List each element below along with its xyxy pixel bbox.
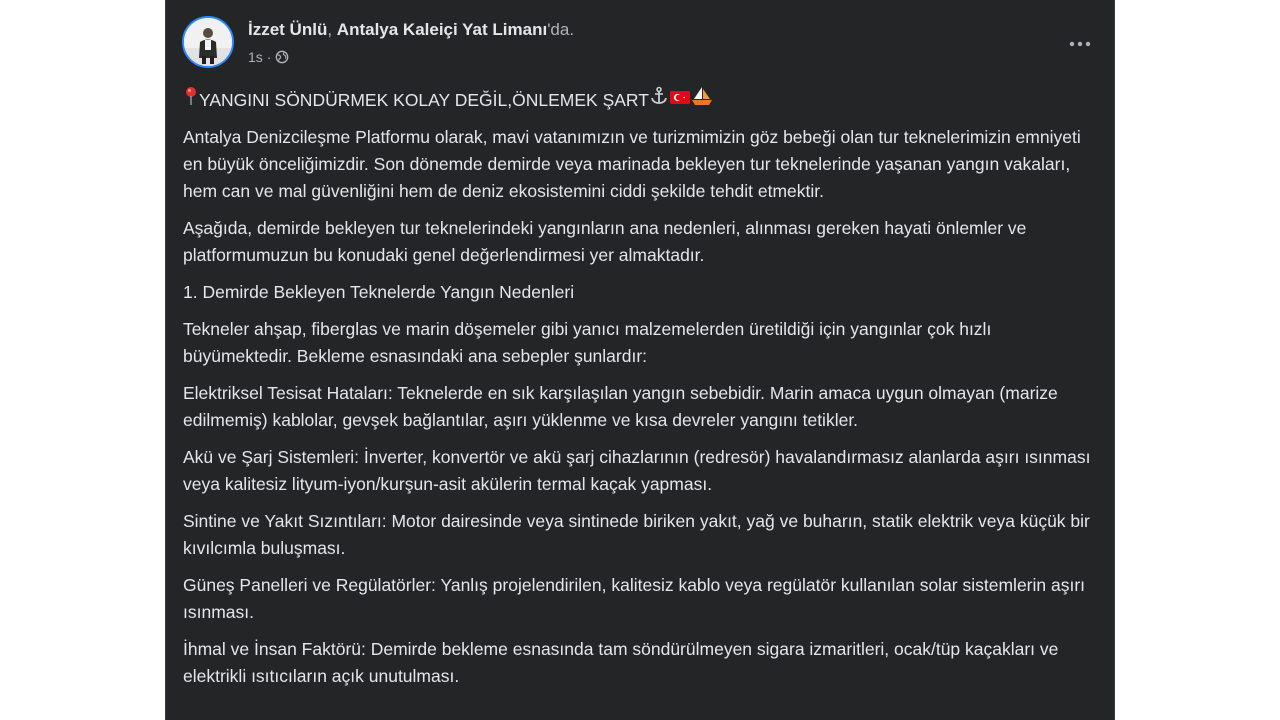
post-body (183, 86, 1100, 700)
facebook-post-card (165, 0, 1115, 720)
avatar-image (184, 18, 232, 66)
author-name-link[interactable]: İzzet Ünlü (248, 20, 328, 39)
more-icon (1068, 41, 1092, 47)
meta-separator: · (266, 49, 272, 65)
post-paragraph-4: Elektriksel Tesisat Hataları: Teknelerde en sık karşılaşılan yangın sebebidir. Marin amaca uygun olmayan (marize edilmemiş) kablolar, gevşek bağlantılar, aşırı yüklenme ve kısa devreler yangını tetikler. (183, 383, 1058, 430)
post-paragraph-7: Güneş Panelleri ve Regülatörler: Yanlış projelendirilen, kalitesiz kablo veya regülatör kullanılan solar sistemlerin aşırı ısınması. (183, 575, 1086, 622)
post-paragraph-2: Aşağıda, demirde bekleyen tur teknelerindeki yangınların ana nedenleri, alınması gereken hayati önlemler ve platformumuzun bu konudaki genel değerlendirmesi yer almaktadır. (183, 218, 1027, 265)
post-title-line (183, 86, 1100, 114)
author-connector: , (327, 20, 337, 39)
post-paragraph-6: Sintine ve Yakıt Sızıntıları: Motor dairesinde veya sintinede biriken yakıt, yağ ve buharın, statik elektrik veya küçük bir kıvılcımla buluşması. (183, 511, 1090, 558)
turkish-flag-icon (669, 87, 691, 114)
more-options-button[interactable] (1062, 26, 1098, 62)
anchor-icon (649, 86, 669, 114)
post-title: YANGINI SÖNDÜRMEK KOLAY DEĞİL,ÖNLEMEK ŞART (199, 89, 649, 110)
post-paragraph-3: Tekneler ahşap, fiberglas ve marin döşemeler gibi yanıcı malzemelerden üretildiği için yangınlar çok hızlı büyümektedir. Bekleme esnasındaki ana sebepler şunlardır: (183, 319, 992, 366)
post-paragraph-8: İhmal ve İnsan Faktörü: Demirde bekleme esnasında tam söndürülmeyen sigara izmaritleri, ocak/tüp kaçakları ve elektrikli ısıtıcıların açık unutulması. (183, 639, 1059, 686)
location-suffix: 'da. (547, 20, 575, 39)
post-meta (248, 49, 289, 65)
sailboat-icon (691, 86, 713, 114)
post-header (182, 16, 1098, 72)
globe-icon[interactable] (275, 50, 289, 64)
post-paragraph-1: Antalya Denizcileşme Platformu olarak, mavi vatanımızın ve turizmimizin göz bebeği olan tur teknelerimizin emniyeti en büyük önceliğimizdir. Son dönemde demirde veya marinada bekleyen tur teknelerinde yaşanan yangın vakaları, hem can ve mal güvenliğini hem de deniz ekosistemini ciddi şekilde tehdit etmektir. (183, 127, 1081, 201)
post-timestamp[interactable]: 1s (248, 49, 263, 65)
post-section-heading: 1. Demirde Bekleyen Teknelerde Yangın Nedenleri (183, 282, 575, 302)
pin-icon (183, 86, 199, 114)
author-avatar[interactable] (182, 16, 234, 68)
post-paragraph-5: Akü ve Şarj Sistemleri: İnverter, konvertör ve akü şarj cihazlarının (redresör) havalandırmasız alanlarda aşırı ısınması veya kalitesiz lityum-iyon/kurşun-asit akülerin termal kaçak yapması. (183, 447, 1091, 494)
author-line (248, 20, 574, 40)
location-link[interactable]: Antalya Kaleiçi Yat Limanı (336, 20, 548, 39)
